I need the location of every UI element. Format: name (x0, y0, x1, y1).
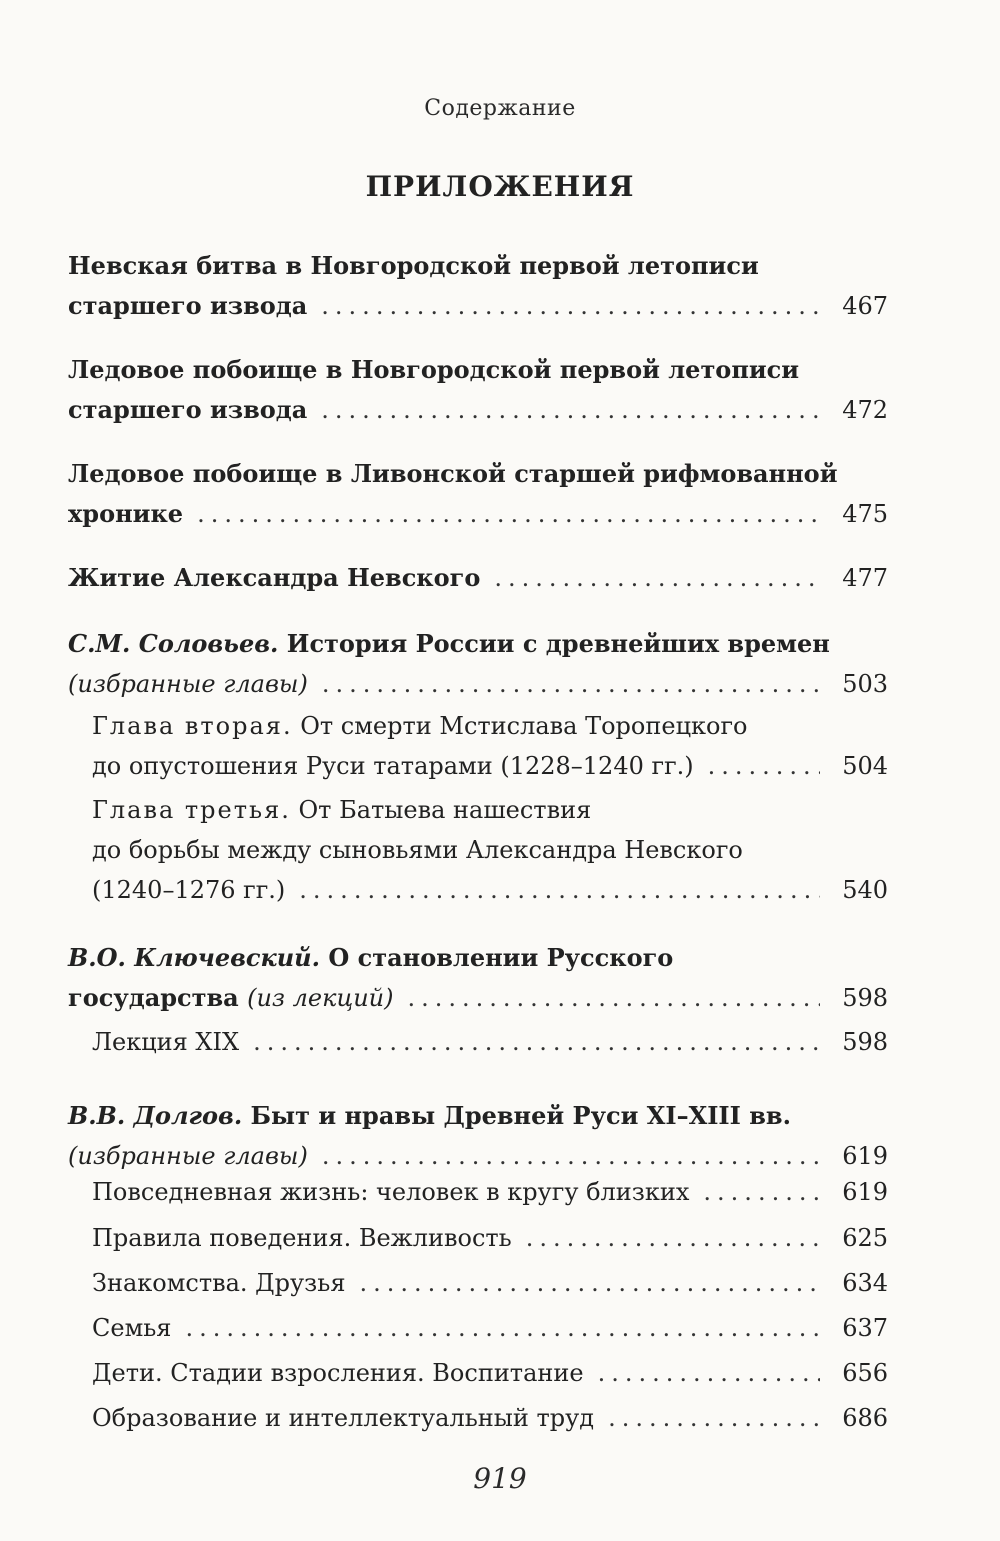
toc-subentry[interactable] (92, 706, 888, 786)
page-number: 619 (842, 1178, 888, 1206)
entry-title-line: Ледовое побоище в Ливонской старшей рифмованной (68, 459, 838, 488)
chapter-label: Глава вторая. (92, 712, 293, 740)
leader-dots (608, 1398, 820, 1438)
leader-dots (322, 664, 820, 704)
leader-dots (359, 1263, 820, 1303)
page-number: 504 (842, 752, 888, 780)
page-number: 656 (842, 1359, 888, 1387)
entry-title-line: старшего извода (68, 291, 308, 320)
toc-entry-klyuchevsky[interactable] (68, 938, 888, 1018)
chapter-title-line: (1240–1276 гг.) (92, 876, 286, 904)
page-number: 475 (842, 500, 888, 528)
leader-dots (321, 286, 820, 326)
leader-dots (321, 390, 820, 430)
page-number: 634 (842, 1269, 888, 1297)
work-title: История России с древнейших времен (278, 629, 830, 658)
leader-dots (526, 1218, 820, 1258)
leader-dots (197, 494, 820, 534)
chapter-label: Глава третья. (92, 796, 291, 824)
running-head: Содержание (424, 96, 576, 121)
work-title: Быт и нравы Древней Руси XI–XIII вв. (242, 1101, 791, 1130)
leader-dots (494, 558, 820, 598)
leader-dots (708, 746, 820, 786)
chapter-title-line: От Батыева нашествия (290, 796, 592, 824)
chapter-title: Образование и интеллектуальный труд (92, 1404, 595, 1432)
toc-subentry[interactable] (92, 1218, 888, 1258)
leader-dots (299, 870, 820, 910)
entry-title-line: старшего извода (68, 395, 308, 424)
toc-subentry[interactable] (92, 1022, 888, 1062)
leader-dots (322, 1136, 820, 1176)
entry-title-line: Невская битва в Новгородской первой летописи (68, 251, 759, 280)
chapter-title-line: до борьбы между сыновьями Александра Невского (92, 836, 743, 864)
chapter-title-line: до опустошения Руси татарами (1228–1240 гг.) (92, 752, 694, 780)
chapter-title-line: От смерти Мстислава Торопецкого (292, 712, 748, 740)
toc-entry[interactable] (68, 558, 888, 598)
leader-dots (703, 1172, 820, 1212)
toc-subentry[interactable] (92, 1398, 888, 1438)
page-number: 598 (842, 1028, 888, 1056)
leader-dots (253, 1022, 820, 1062)
chapter-title: Дети. Стадии взросления. Воспитание (92, 1359, 584, 1387)
page-number: 637 (842, 1314, 888, 1342)
toc-entry[interactable] (68, 246, 888, 326)
page-number: 619 (842, 1142, 888, 1170)
chapter-title: Лекция XIX (92, 1028, 240, 1056)
work-note: (избранные главы) (68, 1142, 308, 1170)
page-folio: 919 (473, 1462, 527, 1495)
author-name: С.М. Соловьев. (68, 629, 279, 658)
work-note: (избранные главы) (68, 670, 308, 698)
toc-subentry[interactable] (92, 1308, 888, 1348)
chapter-title: Правила поведения. Вежливость (92, 1224, 512, 1252)
page-number: 598 (842, 984, 888, 1012)
toc-entry[interactable] (68, 350, 888, 430)
author-name: В.В. Долгов. (68, 1101, 243, 1130)
work-title: государства (68, 983, 248, 1012)
page-number: 467 (842, 292, 888, 320)
toc-subentry[interactable] (92, 790, 888, 910)
leader-dots (598, 1353, 820, 1393)
entry-title-line: Ледовое побоище в Новгородской первой летописи (68, 355, 800, 384)
work-note: (из лекций) (247, 984, 394, 1012)
page-number: 472 (842, 396, 888, 424)
chapter-title: Знакомства. Друзья (92, 1269, 346, 1297)
page-number: 540 (842, 876, 888, 904)
toc-entry-soloviev[interactable] (68, 624, 888, 704)
page-number: 625 (842, 1224, 888, 1252)
entry-title-line: хронике (68, 499, 184, 528)
toc-subentry[interactable] (92, 1353, 888, 1393)
chapter-title: Повседневная жизнь: человек в кругу близких (92, 1178, 690, 1206)
page-number: 503 (842, 670, 888, 698)
toc-entry-dolgov[interactable] (68, 1096, 888, 1176)
page-number: 686 (842, 1404, 888, 1432)
toc-entry[interactable] (68, 454, 888, 534)
entry-title-line: Житие Александра Невского (68, 563, 481, 592)
toc-subentry[interactable] (92, 1263, 888, 1303)
page-number: 477 (842, 564, 888, 592)
work-title: О становлении Русского (320, 943, 674, 972)
leader-dots (185, 1308, 820, 1348)
author-name: В.О. Ключевский. (68, 943, 320, 972)
chapter-title: Семья (92, 1314, 172, 1342)
toc-subentry[interactable] (92, 1172, 888, 1212)
section-title: ПРИЛОЖЕНИЯ (365, 170, 635, 203)
leader-dots (407, 978, 820, 1018)
